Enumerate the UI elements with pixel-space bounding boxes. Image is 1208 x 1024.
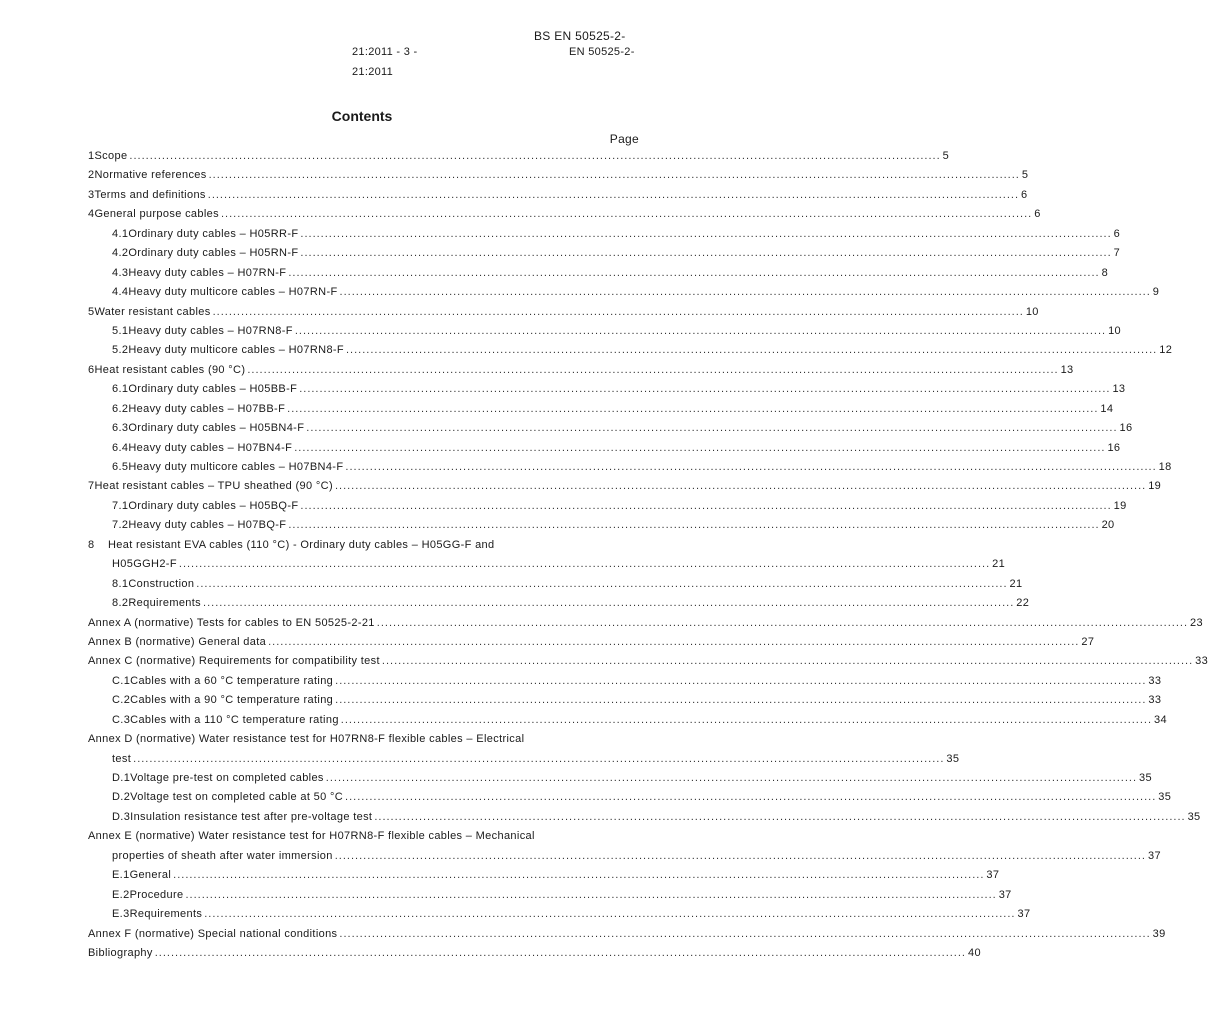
toc-entry-title: Scope (94, 150, 128, 162)
leader-dots: ........................................................................................................................................................................................................ (133, 752, 945, 765)
toc-entry-page: 8 (1101, 266, 1109, 279)
leader-dots: ........................................................................................................................................................................................................ (185, 888, 997, 901)
leader-dots: ........................................................................................................................................................................................................ (299, 383, 1111, 396)
toc-entry-number: 6.5 (112, 461, 129, 473)
toc-entry-title: Procedure (129, 888, 184, 901)
toc-entry-title: Ordinary duty cables – H05RN-F (128, 247, 299, 260)
toc-entry-title: Heavy duty cables – H07RN-F (128, 266, 287, 279)
toc-entry-page: 5 (942, 150, 950, 162)
toc-entry-page: 37 (1147, 849, 1161, 862)
leader-dots: ........................................................................................................................................................................................................ (335, 694, 1147, 707)
toc-entry-page: 6 (1034, 208, 1041, 221)
toc-subentry[interactable] (0, 770, 1152, 789)
toc-entry-number: C.3 (112, 713, 131, 726)
toc-entry-number: 8 (88, 538, 95, 551)
toc-entry-page: 35 (1187, 810, 1201, 823)
header-page-reference: 21:2011 - 3 - (352, 46, 418, 58)
leader-dots: ........................................................................................................................................................................................................ (334, 849, 1146, 862)
toc-entry-title: Water resistant cables (94, 305, 211, 318)
toc-entry-page: 34 (1154, 713, 1167, 726)
toc-entry-number: D.1 (112, 772, 131, 784)
toc-entry-title: Voltage pre-test on completed cables (130, 772, 324, 784)
toc-entry[interactable] (0, 537, 724, 556)
toc-entry-page: 18 (1158, 461, 1172, 473)
toc-entry-title: Ordinary duty cables – H05BN4-F (128, 422, 305, 435)
toc-entry-number: 6.3 (112, 422, 129, 435)
leader-dots: ........................................................................................................................................................................................................ (247, 363, 1059, 376)
toc-entry-number: 7 (88, 480, 95, 493)
leader-dots: ........................................................................................................................................................................................................ (173, 869, 985, 882)
toc-entry-number: 8.1 (112, 577, 129, 590)
leader-dots: ........................................................................................................................................................................................................ (287, 402, 1099, 415)
toc-annex-entry[interactable] (0, 653, 1208, 672)
leader-dots: ........................................................................................................................................................................................................ (294, 441, 1106, 454)
toc-entry-number: 7.2 (112, 519, 129, 532)
toc-entry-title: Heat resistant EVA cables (110 °C) - Ordinary duty cables – H05GG-F and (108, 538, 495, 551)
toc-subentry[interactable] (0, 459, 1172, 478)
toc-entry[interactable] (0, 187, 1028, 206)
toc-entry-page: 5 (1021, 169, 1029, 182)
toc-subentry[interactable] (0, 809, 1201, 828)
toc-subentry[interactable] (0, 673, 1162, 692)
leader-dots: ........................................................................................................................................................................................................ (340, 713, 1153, 726)
toc-entry-number: 5.1 (112, 324, 129, 337)
toc-entry-page: 35 (946, 752, 960, 765)
toc-subentry[interactable] (0, 517, 1115, 536)
toc-entry-number: 8.2 (112, 597, 129, 610)
toc-entry-number: C.1 (112, 674, 131, 687)
toc-entry-title: Ordinary duty cables – H05BB-F (128, 383, 298, 396)
toc-entry-number: 3 (88, 188, 95, 201)
toc-entry-title: Voltage test on completed cable at 50 °C (130, 791, 344, 804)
leader-dots: ........................................................................................................................................................................................................ (204, 908, 1016, 921)
toc-entry-title: Cables with a 60 °C temperature rating (130, 674, 334, 687)
toc-entry-page: 16 (1119, 422, 1133, 435)
toc-subentry[interactable] (0, 420, 1133, 439)
toc-entry-page: 10 (1025, 305, 1039, 318)
toc-entry-number: 6.4 (112, 441, 129, 454)
toc-entry[interactable] (0, 167, 1029, 186)
toc-entry-title: Heavy duty multicore cables – H07RN8-F (128, 344, 344, 357)
toc-entry-title: Annex F (normative) Special national conditions (88, 927, 338, 940)
leader-dots: ........................................................................................................................................................................................................ (339, 286, 1151, 299)
toc-entry-title: properties of sheath after water immersion (112, 849, 333, 862)
toc-entry-title: Heavy duty multicore cables – H07RN-F (128, 286, 338, 299)
toc-entry-number: 4.1 (112, 227, 129, 240)
leader-dots: ........................................................................................................................................................................................................ (335, 674, 1147, 687)
toc-subentry[interactable] (0, 226, 1121, 245)
toc-entry-title: General purpose cables (94, 208, 219, 221)
leader-dots: ........................................................................................................................................................................................................ (129, 150, 941, 162)
header-year: 21:2011 (352, 66, 394, 78)
toc-entry-title: Ordinary duty cables – H05RR-F (128, 227, 299, 240)
toc-subentry[interactable] (0, 323, 1121, 342)
toc-entry-title: Cables with a 90 °C temperature rating (130, 694, 334, 707)
leader-dots: ........................................................................................................................................................................................................ (300, 499, 1112, 512)
leader-dots: ........................................................................................................................................................................................................ (374, 810, 1186, 823)
toc-entry-page: 12 (1159, 344, 1173, 357)
leader-dots: ........................................................................................................................................................................................................ (212, 305, 1024, 318)
leader-dots: ........................................................................................................................................................................................................ (203, 597, 1015, 610)
toc-subentry[interactable] (0, 906, 1031, 925)
toc-entry-number: E.1 (112, 869, 130, 882)
leader-dots: ........................................................................................................................................................................................................ (196, 577, 1008, 590)
toc-entry-page: 6 (1021, 188, 1028, 201)
toc-entry-continuation[interactable] (0, 751, 960, 770)
toc-entry[interactable] (0, 362, 1074, 381)
toc-entry[interactable] (0, 304, 1039, 323)
toc-entry-page: 39 (1152, 927, 1166, 940)
leader-dots: ........................................................................................................................................................................................................ (268, 635, 1080, 648)
toc-entry-continuation[interactable] (0, 556, 1006, 575)
toc-subentry[interactable] (0, 401, 1114, 420)
toc-subentry[interactable] (0, 245, 1121, 264)
toc-entry-title: Heavy duty cables – H07BN4-F (128, 441, 293, 454)
toc-entry-number: C.2 (112, 694, 131, 707)
toc-entry-page: 13 (1112, 383, 1126, 396)
page-column-label: Page (609, 132, 639, 146)
toc-entry-title: Annex B (normative) General data (88, 635, 267, 648)
toc-entry-title: Annex D (normative) Water resistance test for H07RN8-F flexible cables – Electrical (88, 733, 525, 746)
toc-annex-entry[interactable] (0, 926, 1166, 945)
toc-subentry[interactable] (0, 887, 1012, 906)
leader-dots: ........................................................................................................................................................................................................ (381, 655, 1194, 668)
toc-subentry[interactable] (0, 712, 1167, 731)
leader-dots: ........................................................................................................................................................................................................ (345, 791, 1157, 804)
toc-entry-number: 4.2 (112, 247, 129, 260)
toc-entry-number: 6 (88, 363, 95, 376)
toc-entry-page: 10 (1108, 324, 1121, 337)
toc-entry-number: D.2 (112, 791, 131, 804)
toc-entry[interactable] (0, 478, 1162, 497)
toc-entry-page: 35 (1158, 791, 1172, 804)
toc-annex-entry[interactable] (0, 828, 724, 847)
toc-entry-page: 22 (1016, 597, 1030, 610)
toc-entry-page: 21 (1009, 577, 1023, 590)
toc-entry-page: 37 (1017, 908, 1031, 921)
toc-entry-page: 16 (1107, 441, 1121, 454)
toc-entry-number: 4.3 (112, 266, 129, 279)
toc-entry-page: 7 (1113, 247, 1121, 260)
toc-entry[interactable] (0, 206, 1041, 225)
page-title: Contents (331, 108, 393, 124)
toc-subentry[interactable] (0, 284, 1160, 303)
toc-subentry[interactable] (0, 692, 1162, 711)
leader-dots: ........................................................................................................................................................................................................ (300, 247, 1112, 260)
leader-dots: ........................................................................................................................................................................................................ (220, 208, 1033, 221)
toc-entry-page: 35 (1139, 772, 1152, 784)
toc-entry-number: 6.1 (112, 383, 129, 396)
toc-entry-page: 19 (1148, 480, 1162, 493)
toc-entry-number: 5.2 (112, 344, 129, 357)
toc-subentry[interactable] (0, 440, 1121, 459)
leader-dots: ........................................................................................................................................................................................................ (334, 480, 1147, 493)
table-of-contents (0, 148, 1208, 964)
toc-entry-title: Requirements (128, 597, 202, 610)
toc-entry-page: 27 (1081, 635, 1095, 648)
toc-entry-title: Bibliography (88, 946, 153, 959)
toc-entry-number: 4 (88, 208, 95, 221)
toc-subentry[interactable] (0, 595, 1030, 614)
toc-entry-number: E.3 (112, 908, 130, 921)
toc-entry-title: General (129, 869, 172, 882)
toc-entry[interactable] (0, 148, 950, 167)
header-standard-id-secondary: EN 50525-2- (569, 46, 635, 58)
leader-dots: ........................................................................................................................................................................................................ (306, 422, 1118, 435)
leader-dots: ........................................................................................................................................................................................................ (345, 461, 1157, 473)
toc-entry-number: 2 (88, 169, 95, 182)
leader-dots: ........................................................................................................................................................................................................ (178, 558, 991, 571)
toc-entry-title: Heavy duty cables – H07BB-F (128, 402, 286, 415)
leader-dots: ........................................................................................................................................................................................................ (325, 772, 1138, 784)
toc-entry-page: 33 (1148, 694, 1162, 707)
toc-entry-page: 9 (1152, 286, 1160, 299)
toc-entry-title: Heavy duty multicore cables – H07BN4-F (128, 461, 344, 473)
toc-entry-number: 4.4 (112, 286, 129, 299)
leader-dots: ........................................................................................................................................................................................................ (346, 344, 1158, 357)
toc-entry-title: Annex A (normative) Tests for cables to EN 50525-2-21 (88, 616, 375, 629)
toc-entry-number: 5 (88, 305, 95, 318)
toc-entry-title: Heavy duty cables – H07RN8-F (128, 324, 293, 337)
toc-subentry[interactable] (0, 867, 1000, 886)
toc-subentry[interactable] (0, 342, 1173, 361)
toc-annex-entry[interactable] (0, 615, 1203, 634)
toc-entry-number: 1 (88, 150, 95, 162)
leader-dots: ........................................................................................................................................................................................................ (294, 324, 1107, 337)
toc-entry-page: 33 (1195, 655, 1208, 668)
toc-annex-entry[interactable] (0, 634, 1095, 653)
toc-entry-page: 23 (1190, 616, 1203, 629)
toc-entry-page: 19 (1113, 499, 1127, 512)
toc-entry-number: D.3 (112, 810, 131, 823)
toc-entry-title: Heat resistant cables (90 °C) (94, 363, 246, 376)
leader-dots: ........................................................................................................................................................................................................ (288, 266, 1100, 279)
toc-entry-page: 40 (967, 946, 981, 959)
toc-entry-number: 6.2 (112, 402, 129, 415)
toc-entry-title: Normative references (94, 169, 207, 182)
toc-subentry[interactable] (0, 381, 1126, 400)
toc-entry-page: 33 (1148, 674, 1162, 687)
toc-entry-title: Heat resistant cables – TPU sheathed (90 °C) (94, 480, 333, 493)
leader-dots: ........................................................................................................................................................................................................ (288, 519, 1100, 532)
leader-dots: ........................................................................................................................................................................................................ (208, 169, 1020, 182)
leader-dots: ........................................................................................................................................................................................................ (154, 946, 966, 959)
toc-subentry[interactable] (0, 789, 1172, 808)
toc-entry-title: Cables with a 110 °C temperature rating (130, 713, 339, 726)
leader-dots: ........................................................................................................................................................................................................ (207, 188, 1019, 201)
toc-subentry[interactable] (0, 265, 1109, 284)
leader-dots: ........................................................................................................................................................................................................ (300, 227, 1112, 240)
toc-entry-title: test (112, 752, 132, 765)
toc-entry-page: 13 (1060, 363, 1074, 376)
toc-entry-title: Ordinary duty cables – H05BQ-F (128, 499, 299, 512)
leader-dots: ........................................................................................................................................................................................................ (376, 616, 1189, 629)
toc-entry-page: 14 (1100, 402, 1114, 415)
toc-subentry[interactable] (0, 576, 1023, 595)
toc-entry-page: 20 (1101, 519, 1115, 532)
toc-entry-number: E.2 (112, 888, 130, 901)
toc-annex-entry[interactable] (0, 945, 981, 964)
toc-entry-title: Requirements (129, 908, 203, 921)
toc-entry-page: 6 (1113, 227, 1121, 240)
toc-entry-page: 21 (992, 558, 1006, 571)
toc-entry-title: Heavy duty cables – H07BQ-F (128, 519, 287, 532)
toc-entry-number: 7.1 (112, 499, 129, 512)
toc-subentry[interactable] (0, 498, 1127, 517)
header-standard-id: BS EN 50525-2- (534, 29, 626, 43)
toc-entry-title: H05GGH2-F (112, 558, 177, 571)
toc-entry-title: Annex C (normative) Requirements for compatibility test (88, 655, 380, 668)
toc-entry-page: 37 (998, 888, 1012, 901)
toc-entry-title: Terms and definitions (94, 188, 206, 201)
toc-entry-title: Annex E (normative) Water resistance test for H07RN8-F flexible cables – Mechanical (88, 830, 535, 843)
toc-entry-title: Construction (128, 577, 195, 590)
toc-entry-continuation[interactable] (0, 848, 1161, 867)
leader-dots: ........................................................................................................................................................................................................ (339, 927, 1151, 940)
toc-entry-page: 37 (986, 869, 1000, 882)
toc-entry-title: Insulation resistance test after pre-voltage test (130, 810, 373, 823)
toc-annex-entry[interactable] (0, 731, 724, 750)
